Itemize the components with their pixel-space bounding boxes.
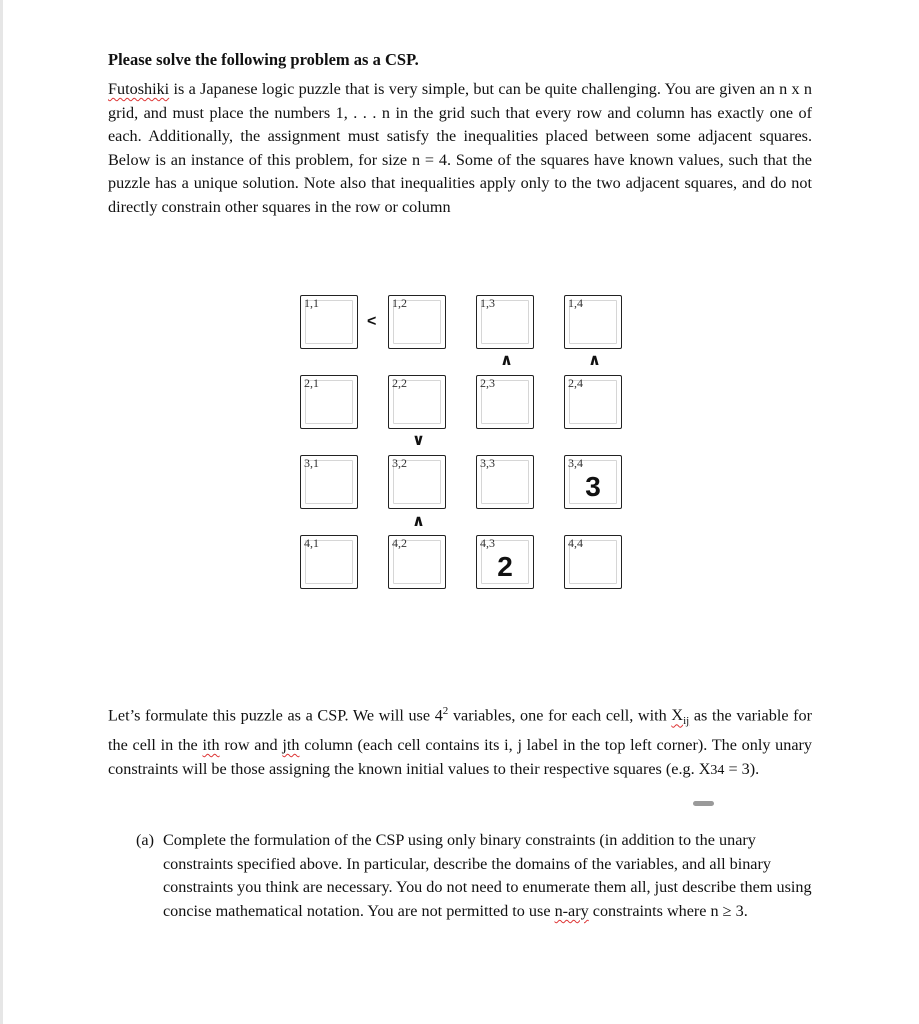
formulation-text: column (each cell contains its i, j label in the top left corner). The only unary constraints will be those assigning the known initial values to their respective squares (e.g. X	[108, 736, 813, 778]
cell-1-4[interactable]	[564, 295, 622, 349]
part-a-body-end: constraints where n ≥ 3.	[588, 901, 748, 920]
intro-text: is a Japanese logic puzzle that is very simple, but can be quite challenging. You are given an n x n grid, and must place the numbers 1, . . . n in the grid such that every row and column has exactly one of each. Additionally, the assignment must satisfy the inequalities placed between some adjacent squares. Below is an instance of this problem, for size n = 4. Some of the squares have known values, such that the puzzle has a unique solution. Note also that inequalities apply only to the two adjacent squares, and do not directly constrain other squares in the row or column	[108, 80, 812, 216]
cell-4-4[interactable]	[564, 535, 622, 589]
cell-label: 4,4	[568, 536, 583, 550]
cell-label: 2,1	[304, 376, 319, 390]
problem-heading: Please solve the following problem as a CSP.	[108, 50, 419, 69]
intro-paragraph	[108, 78, 812, 220]
cell-4-3[interactable]	[476, 535, 534, 589]
cell-2-4[interactable]	[564, 375, 622, 429]
inequality-1-4-2-4: ∧	[588, 352, 601, 369]
cell-label: 1,4	[568, 296, 583, 310]
variable-xij	[671, 706, 690, 728]
formulation-text: variables, one for each cell, with	[448, 706, 672, 725]
example-subscript: 34	[710, 762, 725, 778]
cell-label: 1,3	[480, 296, 495, 310]
formulation-text: row and	[219, 736, 283, 755]
page-edge	[0, 0, 3, 1024]
superscript: 2	[442, 705, 449, 717]
cell-label: 4,2	[392, 536, 407, 550]
cell-value: 3	[585, 471, 601, 502]
formulation-text: Let’s formulate this puzzle as a CSP. We will use 4	[108, 706, 443, 725]
futoshiki-grid	[298, 293, 628, 593]
cell-label: 2,2	[392, 376, 407, 390]
part-a-text	[163, 829, 816, 923]
cell-label: 3,1	[304, 456, 319, 470]
cell-label: 1,2	[392, 296, 407, 310]
cell-label: 4,1	[304, 536, 319, 550]
cell-label: 2,4	[568, 376, 583, 390]
formulation-text: as the variable for the cell in the	[108, 706, 813, 755]
nary-term: n-ary	[554, 901, 589, 920]
cell-1-1[interactable]	[300, 295, 358, 349]
cell-3-4[interactable]	[564, 455, 622, 509]
ith-term: ith	[202, 736, 220, 755]
cell-label: 3,4	[568, 456, 583, 470]
variable-subscript: ij	[683, 715, 690, 728]
cell-label: 3,2	[392, 456, 407, 470]
cell-2-1[interactable]	[300, 375, 358, 429]
inequality-3-2-4-2: ∧	[412, 513, 425, 530]
jth-term: jth	[282, 736, 300, 755]
formulation-text: = 3).	[724, 759, 760, 778]
inequality-1-3-2-3: ∧	[500, 352, 513, 369]
cell-4-1[interactable]	[300, 535, 358, 589]
cell-value: 2	[497, 551, 513, 582]
cell-label: 4,3	[480, 536, 495, 550]
formulation-paragraph	[108, 700, 812, 782]
part-a	[136, 829, 816, 923]
cell-label: 1,1	[304, 296, 319, 310]
inequality-1-1-1-2: <	[367, 313, 377, 330]
variable-letter: X	[671, 706, 684, 725]
cell-label: 2,3	[480, 376, 495, 390]
cell-1-2[interactable]	[388, 295, 446, 349]
cell-3-1[interactable]	[300, 455, 358, 509]
cell-3-2[interactable]	[388, 455, 446, 509]
grey-mark	[693, 801, 714, 806]
document-body	[108, 48, 812, 220]
cell-4-2[interactable]	[388, 535, 446, 589]
futoshiki-term: Futoshiki	[108, 80, 170, 98]
cell-2-2[interactable]	[388, 375, 446, 429]
cell-label: 3,3	[480, 456, 495, 470]
part-a-label: (a)	[136, 831, 154, 849]
cell-3-3[interactable]	[476, 455, 534, 509]
cell-2-3[interactable]	[476, 375, 534, 429]
cell-1-3[interactable]	[476, 295, 534, 349]
inequality-2-2-3-2: ∨	[412, 432, 425, 449]
part-a-body: Complete the formulation of the CSP using only binary constraints (in addition to the unary constraints specified above. In particular, describe the domains of the variables, and all binary constraints you think are necessary. You do not need to enumerate them all, just describe them using concise mathematical notation. You are not permitted to use	[163, 831, 812, 920]
